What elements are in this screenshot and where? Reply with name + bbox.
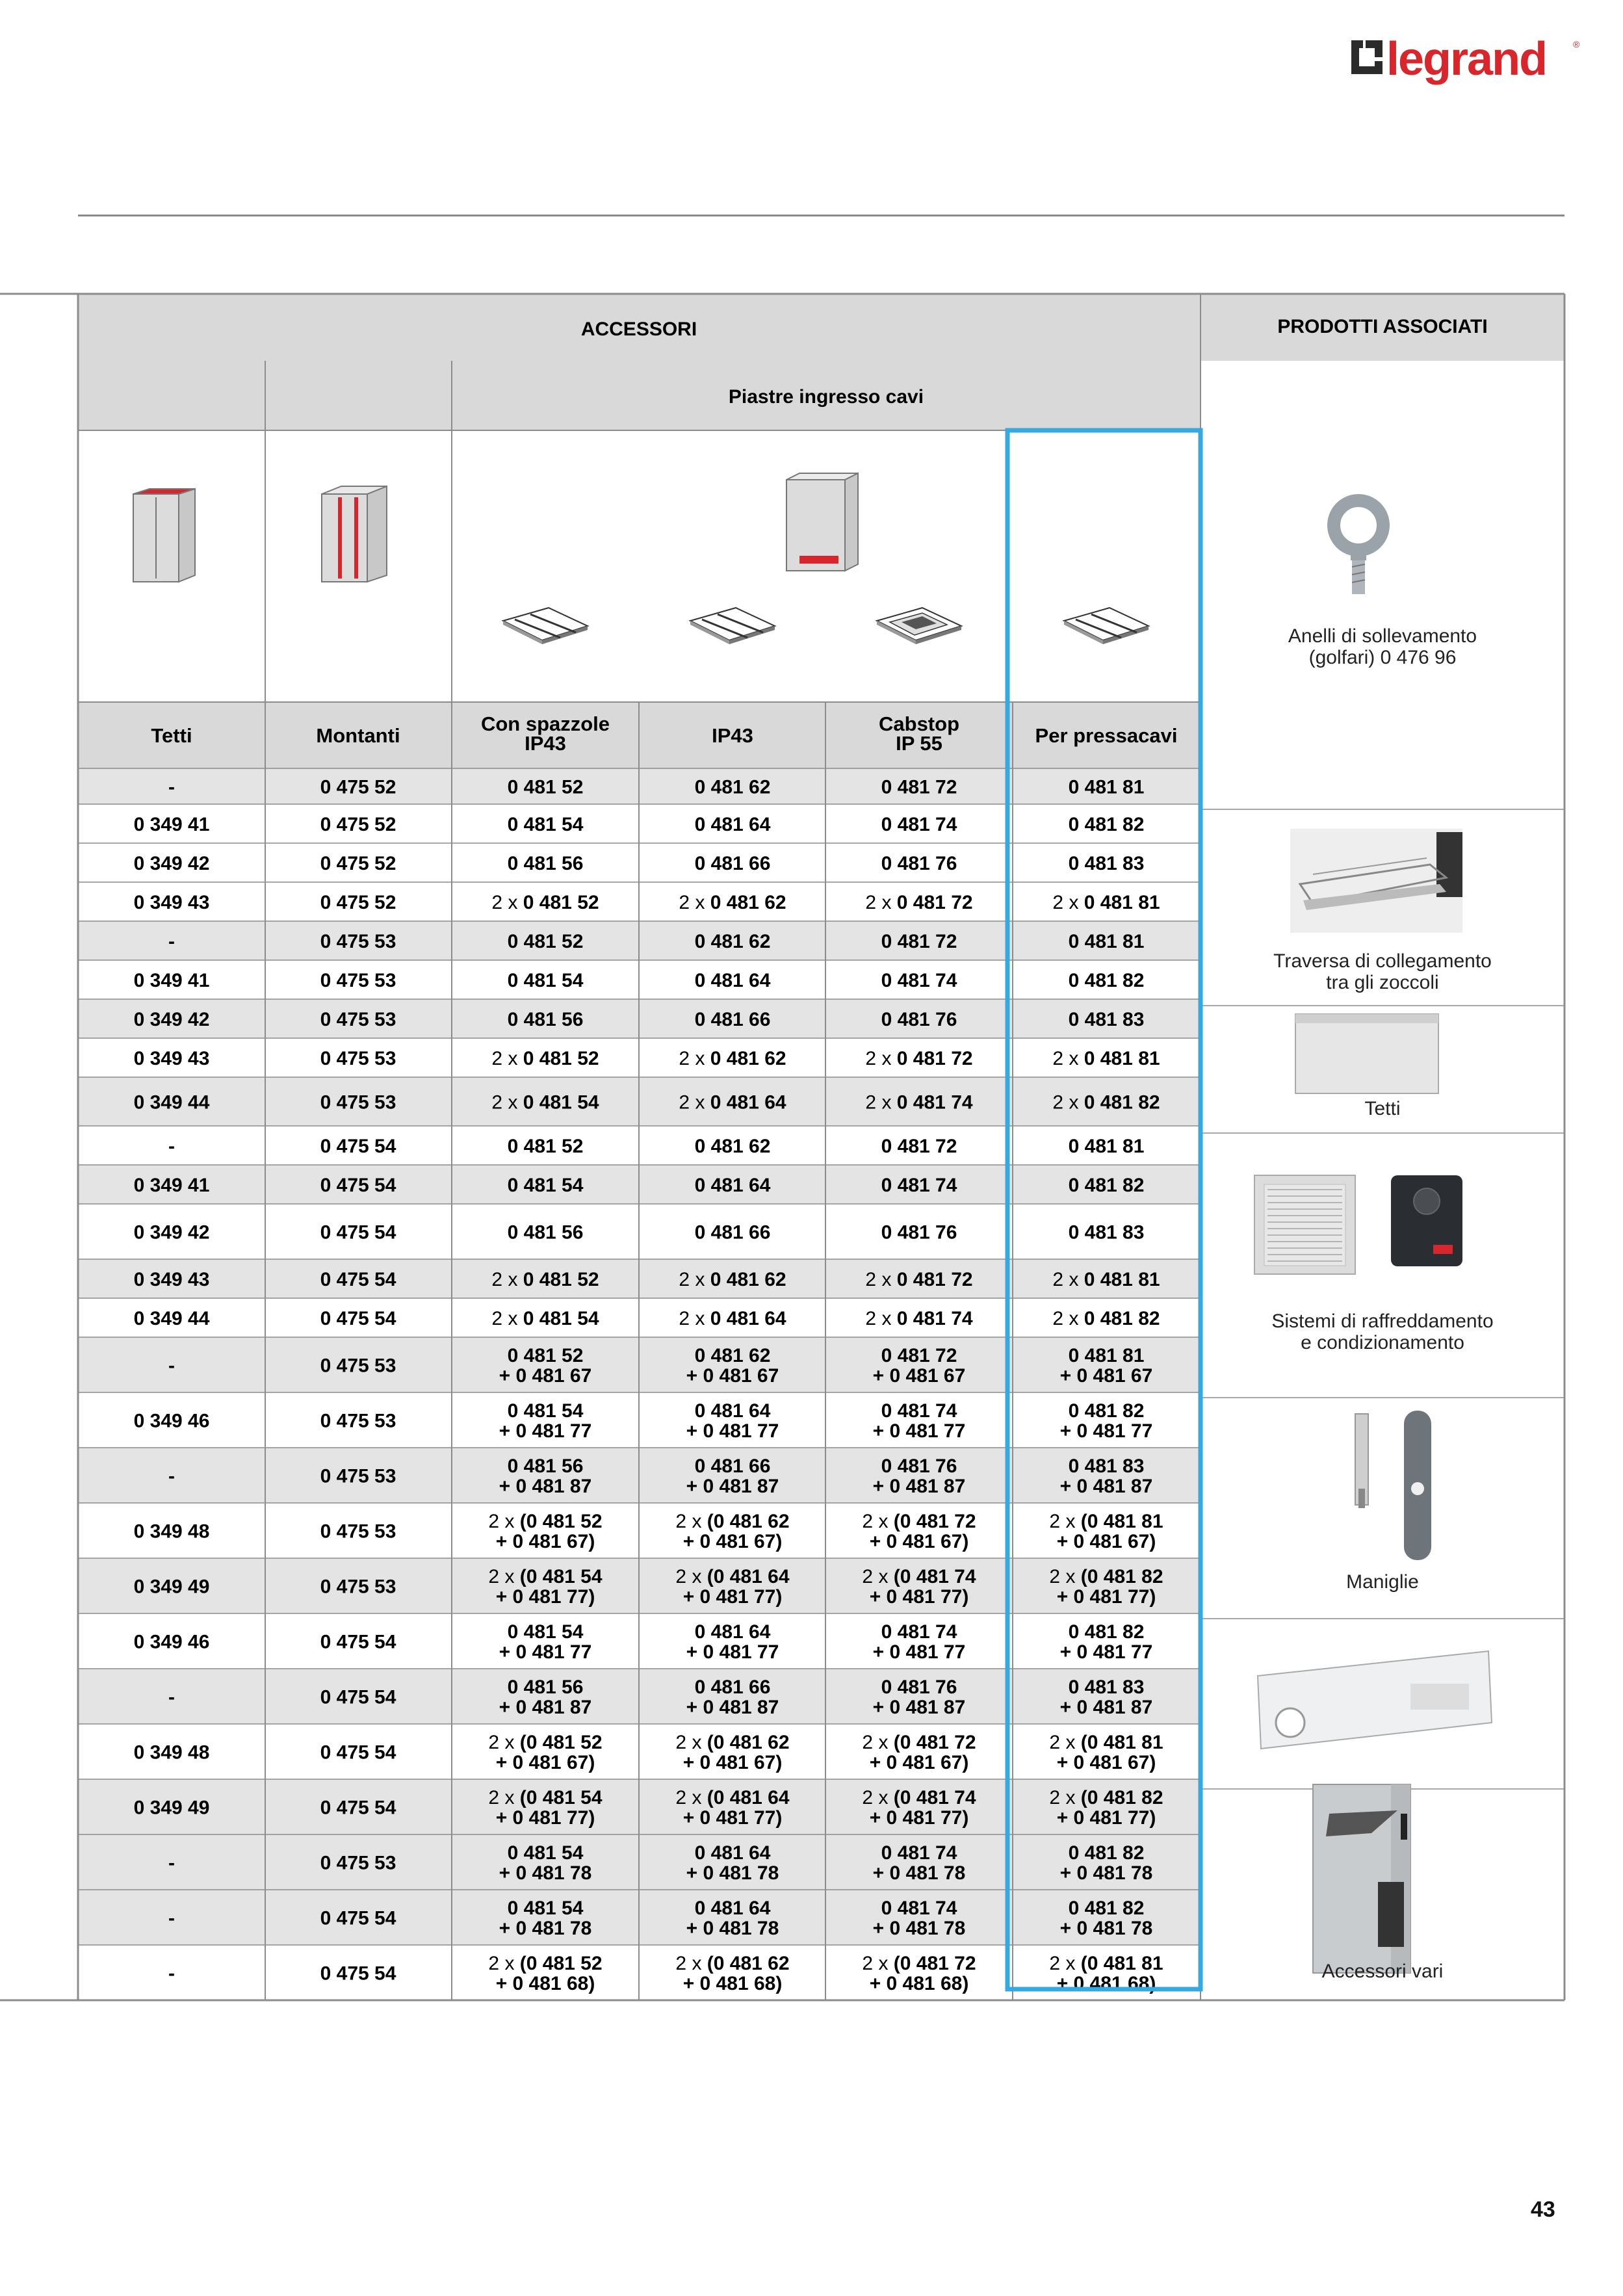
table-cell: 0 481 72	[881, 1136, 957, 1157]
table-cell: 0 481 64 + 0 481 78	[686, 1842, 779, 1884]
gland-plate-icons	[503, 608, 1149, 644]
table-cell: 0 481 83 + 0 481 87	[1059, 1676, 1153, 1718]
table-cell: 0 481 82 + 0 481 77	[1059, 1400, 1153, 1442]
table-cell: 0 481 56	[507, 853, 584, 874]
product-caption: tra gli zoccoli	[1326, 972, 1439, 993]
table-cell: 0 481 54 + 0 481 77	[499, 1400, 592, 1442]
table-cell: 0 481 74 + 0 481 78	[872, 1842, 966, 1884]
table-cell: 2 x (0 481 64 + 0 481 77)	[675, 1566, 790, 1608]
table-cell: 0 481 83 + 0 481 87	[1059, 1455, 1153, 1497]
product-caption: Maniglie	[1346, 1571, 1419, 1593]
upright-cabinet-icon	[322, 486, 387, 582]
table-cell: 2 x (0 481 72 + 0 481 67)	[862, 1511, 976, 1552]
table-cell: 0 481 64	[694, 970, 771, 991]
table-cell: 0 481 54 + 0 481 78	[499, 1898, 592, 1939]
table-cell: -	[168, 1852, 175, 1874]
table-cell: 0 481 64	[694, 814, 771, 835]
gland-cabinet-icon	[786, 473, 858, 571]
table-cell: 0 481 76 + 0 481 87	[872, 1676, 966, 1718]
connecting-crossbar-icon	[1290, 829, 1462, 933]
table-cell: 0 475 53	[320, 1355, 396, 1377]
table-cell: 0 481 83	[1068, 853, 1145, 874]
gland-plate-icon	[503, 608, 588, 644]
table-cell: -	[168, 1355, 175, 1377]
table-cell: 2 x (0 481 62 + 0 481 67)	[675, 1511, 790, 1552]
table-cell: 2 x 0 481 72	[865, 1269, 973, 1290]
table-cell: 2 x (0 481 82 + 0 481 77)	[1049, 1566, 1163, 1608]
table-cell: 0 481 76	[881, 853, 957, 874]
table-cell: -	[168, 1907, 175, 1929]
table-cell: 0 481 76	[881, 1009, 957, 1030]
handle-icon	[1355, 1411, 1431, 1560]
table-cell: 0 475 54	[320, 1308, 396, 1329]
gland-plate-icon	[877, 608, 961, 644]
table-cell: 0 481 74 + 0 481 77	[872, 1400, 966, 1442]
column-header: IP43	[525, 732, 566, 755]
table-cell: 0 475 53	[320, 1410, 396, 1432]
lighting-socket-unit-icon	[1258, 1651, 1492, 1749]
table-cell: 0 481 66	[694, 853, 771, 874]
table-cell: 0 475 54	[320, 1269, 396, 1290]
table-cell: 2 x (0 481 74 + 0 481 77)	[862, 1566, 976, 1608]
table-cell: 0 481 62	[694, 1136, 771, 1157]
table-cell: 0 475 54	[320, 1221, 396, 1244]
table-cell: 0 481 66	[694, 1221, 771, 1244]
table-cell: 0 481 64	[694, 1175, 771, 1196]
table-cell: 2 x 0 481 64	[679, 1091, 786, 1114]
table-cell: 2 x 0 481 62	[679, 1048, 786, 1069]
table-cell: 2 x 0 481 81	[1052, 1269, 1160, 1290]
table-cell: 0 475 53	[320, 1852, 396, 1874]
table-cell: 0 349 43	[133, 1048, 210, 1069]
table-cell: -	[168, 1686, 175, 1708]
table-cell: 0 481 81	[1068, 931, 1145, 952]
table-cell: 0 481 52	[507, 776, 584, 798]
table-cell: 0 475 54	[320, 1631, 396, 1653]
table-cell: 0 475 54	[320, 1686, 396, 1708]
table-cell: 0 481 62	[694, 931, 771, 952]
table-cell: 0 475 54	[320, 1136, 396, 1157]
table-cell: 0 481 82 + 0 481 78	[1059, 1898, 1153, 1939]
table-cell: 2 x (0 481 62 + 0 481 68)	[675, 1953, 790, 1994]
table-cell: 2 x (0 481 72 + 0 481 68)	[862, 1953, 976, 1994]
table-cell: 0 481 56 + 0 481 87	[499, 1676, 592, 1718]
product-caption: Accessori vari	[1321, 1961, 1444, 1982]
roof-cabinet-icon	[133, 489, 195, 582]
table-cell: 0 349 49	[133, 1797, 210, 1819]
table-cell: -	[168, 1465, 175, 1487]
table-cell: 0 481 52 + 0 481 67	[499, 1345, 592, 1387]
table-cell: 0 481 82 + 0 481 77	[1059, 1621, 1153, 1663]
page-number: 43	[1531, 2197, 1555, 2222]
gland-plate-icon	[1064, 608, 1149, 644]
table-cell: 0 481 54	[507, 814, 584, 835]
table-cell: 0 481 56 + 0 481 87	[499, 1455, 592, 1497]
piastre-header-bg	[78, 361, 1201, 430]
table-cell: 0 475 53	[320, 1576, 396, 1598]
table-cell: 2 x (0 481 64 + 0 481 77)	[675, 1787, 790, 1829]
table-cell: 2 x 0 481 54	[491, 1091, 599, 1114]
table-cell: 2 x 0 481 64	[679, 1308, 786, 1329]
column-header: Tetti	[151, 724, 192, 747]
table-cell: 0 481 74	[881, 970, 957, 991]
table-cell: 2 x 0 481 74	[865, 1091, 973, 1114]
product-caption: e condizionamento	[1301, 1332, 1464, 1353]
table-cell: 0 475 53	[320, 931, 396, 952]
prodotti-associati-title: PRODOTTI ASSOCIATI	[1277, 316, 1488, 337]
table-cell: 0 349 42	[133, 1009, 210, 1030]
table-cell: 2 x (0 481 74 + 0 481 77)	[862, 1787, 976, 1829]
column-header: Montanti	[316, 724, 400, 747]
roof-panel-icon	[1295, 1014, 1438, 1093]
table-cell: 0 481 82	[1068, 814, 1145, 835]
table-cell: 2 x (0 481 72 + 0 481 67)	[862, 1732, 976, 1773]
table-cell: 0 481 54	[507, 1175, 584, 1196]
table-cell: 2 x (0 481 62 + 0 481 67)	[675, 1732, 790, 1773]
brand-registered-mark: ®	[1573, 39, 1580, 49]
product-caption: Tetti	[1364, 1098, 1401, 1119]
table-cell: 0 349 41	[133, 814, 210, 835]
table-cell: 2 x (0 481 52 + 0 481 67)	[488, 1511, 603, 1552]
table-cell: -	[168, 776, 175, 798]
table-cell: 2 x (0 481 81 + 0 481 67)	[1049, 1511, 1163, 1552]
column-header: Per pressacavi	[1035, 724, 1178, 747]
table-cell: 0 349 42	[133, 853, 210, 874]
table-cell: 2 x 0 481 82	[1052, 1091, 1160, 1114]
table-cell: 0 481 74 + 0 481 78	[872, 1898, 966, 1939]
table-cell: 0 349 43	[133, 1269, 210, 1290]
table-cell: 0 481 76	[881, 1221, 957, 1244]
table-cell: 0 349 48	[133, 1520, 210, 1543]
table-cell: 0 481 62	[694, 776, 771, 798]
table-cell: 0 481 64 + 0 481 78	[686, 1898, 779, 1939]
table-cell: 0 481 54 + 0 481 78	[499, 1842, 592, 1884]
table-cell: 0 349 46	[133, 1631, 210, 1653]
table-cell: 0 475 54	[320, 1963, 396, 1985]
table-cell: 0 481 56	[507, 1009, 584, 1030]
table-cell: -	[168, 1136, 175, 1157]
table-cell: 2 x 0 481 54	[491, 1308, 599, 1329]
table-cell: 0 481 72	[881, 776, 957, 798]
table-cell: 2 x (0 481 81 + 0 481 67)	[1049, 1732, 1163, 1773]
table-cell: 2 x 0 481 62	[679, 1269, 786, 1290]
table-cell: 0 481 83	[1068, 1009, 1145, 1030]
gland-plate-icon	[690, 608, 775, 644]
table-cell: 0 475 53	[320, 1009, 396, 1030]
table-cell: 0 481 66 + 0 481 87	[686, 1676, 779, 1718]
table-cell: 0 481 64 + 0 481 77	[686, 1621, 779, 1663]
table-cell: 2 x 0 481 81	[1052, 1048, 1160, 1069]
column-header: IP 55	[896, 732, 942, 755]
table-cell: 0 475 53	[320, 1048, 396, 1069]
table-cell: 0 349 43	[133, 892, 210, 913]
table-cell: 0 475 52	[320, 853, 396, 874]
table-cell: 2 x (0 481 82 + 0 481 77)	[1049, 1787, 1163, 1829]
table-cell: 0 481 54 + 0 481 77	[499, 1621, 592, 1663]
table-cell: 0 481 54	[507, 970, 584, 991]
cooling-fan-thermostat-icon	[1254, 1175, 1462, 1274]
table-cell: 0 349 48	[133, 1742, 210, 1764]
table-cell: 0 481 74 + 0 481 77	[872, 1621, 966, 1663]
table-cell: 0 481 52	[507, 1136, 584, 1157]
table-cell: 0 475 52	[320, 776, 396, 798]
table-cell: 0 475 54	[320, 1797, 396, 1819]
table-cell: 0 481 82	[1068, 1175, 1145, 1196]
table-cell: 2 x 0 481 52	[491, 1048, 599, 1069]
column-header: IP43	[712, 724, 753, 747]
table-cell: 0 481 76 + 0 481 87	[872, 1455, 966, 1497]
table-cell: -	[168, 1963, 175, 1985]
table-cell: 0 481 64 + 0 481 77	[686, 1400, 779, 1442]
table-cell: 0 481 82 + 0 481 78	[1059, 1842, 1153, 1884]
table-cell: 2 x 0 481 72	[865, 1048, 973, 1069]
table-cell: 0 481 81	[1068, 1136, 1145, 1157]
piastre-title: Piastre ingresso cavi	[728, 386, 924, 408]
table-cell: 2 x 0 481 74	[865, 1308, 973, 1329]
table-cell: 0 349 41	[133, 1175, 210, 1196]
table-cell: 0 475 53	[320, 1520, 396, 1543]
table-cell: 2 x 0 481 52	[491, 892, 599, 913]
accessori-title: ACCESSORI	[580, 319, 697, 340]
table-cell: 2 x (0 481 52 + 0 481 67)	[488, 1732, 603, 1773]
table-cell: 0 481 52	[507, 931, 584, 952]
column-header: Cabstop	[879, 712, 959, 735]
table-cell: 2 x (0 481 52 + 0 481 68)	[488, 1953, 603, 1994]
table-cell: 2 x 0 481 81	[1052, 892, 1160, 913]
table-cell: 0 481 66 + 0 481 87	[686, 1455, 779, 1497]
cabinet-accessories-icon	[1313, 1784, 1410, 1973]
table-cell: 0 475 54	[320, 1175, 396, 1196]
table-cell: 0 481 81	[1068, 776, 1145, 798]
table-cell: 0 475 52	[320, 892, 396, 913]
table-cell: 2 x (0 481 54 + 0 481 77)	[488, 1566, 603, 1608]
table-cell: 2 x 0 481 62	[679, 892, 786, 913]
table-cell: 0 481 74	[881, 1175, 957, 1196]
table-cell: 2 x 0 481 82	[1052, 1308, 1160, 1329]
table-cell: -	[168, 931, 175, 952]
table-cell: 2 x 0 481 72	[865, 892, 973, 913]
table-cell: 0 475 53	[320, 1091, 396, 1114]
table-cell: 0 481 83	[1068, 1221, 1145, 1244]
product-caption: Sistemi di raffreddamento	[1271, 1311, 1494, 1332]
product-caption: Traversa di collegamento	[1273, 950, 1492, 972]
table-cell: 0 349 44	[133, 1091, 210, 1114]
lifting-eye-bolt-icon	[1334, 501, 1383, 594]
table-cell: 0 349 46	[133, 1410, 210, 1432]
table-cell: 0 481 56	[507, 1221, 584, 1244]
table-cell: 0 481 74	[881, 814, 957, 835]
product-caption: (golfari) 0 476 96	[1308, 647, 1457, 668]
table-cell: 0 349 42	[133, 1221, 210, 1244]
table-cell: 0 349 49	[133, 1576, 210, 1598]
table-cell: 0 481 62 + 0 481 67	[686, 1345, 779, 1387]
table-cell: 0 481 81 + 0 481 67	[1059, 1345, 1153, 1387]
table-cell: 2 x 0 481 52	[491, 1269, 599, 1290]
table-cell: 0 481 72 + 0 481 67	[872, 1345, 966, 1387]
column-header: Con spazzole	[480, 712, 610, 735]
table-cell: 2 x (0 481 81 + 0 481 68)	[1049, 1953, 1163, 1994]
table-cell: 0 475 53	[320, 970, 396, 991]
table-cell: 0 481 66	[694, 1009, 771, 1030]
table-cell: 0 475 53	[320, 1465, 396, 1487]
table-cell: 0 481 72	[881, 931, 957, 952]
table-cell: 0 481 82	[1068, 970, 1145, 991]
table-cell: 0 475 52	[320, 814, 396, 835]
brand-name: legrand	[1386, 33, 1547, 85]
product-caption: Anelli di sollevamento	[1288, 625, 1477, 647]
table-cell: 2 x (0 481 54 + 0 481 77)	[488, 1787, 603, 1829]
table-cell: 0 349 44	[133, 1308, 210, 1329]
table-cell: 0 349 41	[133, 970, 210, 991]
table-cell: 0 475 54	[320, 1742, 396, 1764]
table-cell: 0 475 54	[320, 1907, 396, 1929]
